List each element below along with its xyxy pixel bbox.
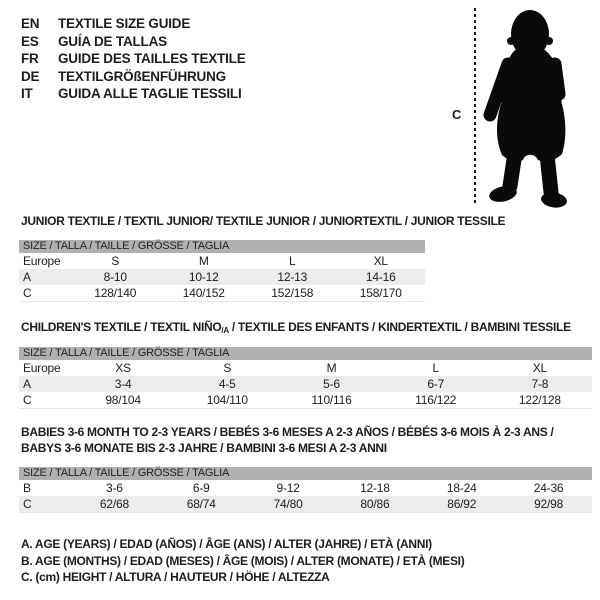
table-row — [19, 269, 425, 285]
table-cell: L — [432, 361, 439, 375]
table-cell: S — [223, 361, 232, 375]
table-cell: 12-18 — [360, 481, 390, 495]
table-cell: 3-4 — [114, 377, 132, 391]
row-label: B — [23, 481, 31, 495]
table-cell: 9-12 — [276, 481, 300, 495]
children-table-title: CHILDREN'S TEXTILE / TEXTIL NIÑO/A / TEXTILE DES ENFANTS / KINDERTEXTIL / BAMBINI TESSILE — [21, 320, 571, 335]
children-table — [19, 360, 592, 409]
size-header-bar: SIZE / TALLA / TAILLE / GRÖSSE / TAGLIA — [19, 467, 592, 480]
table-cell: S — [111, 254, 120, 268]
table-cell: 140/152 — [182, 286, 225, 300]
table-cell: 6-7 — [427, 377, 445, 391]
table-cell: 10-12 — [188, 270, 219, 284]
row-label: A — [23, 377, 31, 391]
language-code: DE — [21, 68, 40, 84]
footnote-b: B. AGE (MONTHS) / EDAD (MESES) / ÂGE (MOIS) / ALTER (MONATE) / ETÀ (MESI) — [21, 553, 465, 568]
row-label: C — [23, 393, 32, 407]
height-measure-dashed-line — [474, 8, 476, 206]
table-cell: 98/104 — [105, 393, 141, 407]
row-label: C — [23, 497, 32, 511]
table-cell: 8-10 — [103, 270, 127, 284]
table-cell: 3-6 — [106, 481, 123, 495]
language-title: GUÍA DE TALLAS — [58, 33, 167, 49]
junior-table — [19, 253, 425, 302]
language-title: GUIDA ALLE TAGLIE TESSILI — [58, 86, 242, 101]
table-cell: 74/80 — [273, 497, 303, 511]
table-cell: 68/74 — [186, 497, 216, 511]
table-cell: 12-13 — [277, 270, 308, 284]
table-cell: 158/170 — [359, 286, 402, 300]
language-code: ES — [21, 33, 39, 49]
table-cell: 5-6 — [323, 377, 340, 391]
table-cell: 24-36 — [533, 481, 564, 495]
table-cell: 116/122 — [415, 393, 457, 407]
footnote-c: C. (cm) HEIGHT / ALTURA / HAUTEUR / HÖHE / ALTEZZA — [21, 570, 330, 584]
table-cell: 110/116 — [311, 393, 352, 407]
babies-table-title-line1: BABIES 3-6 MONTH TO 2-3 YEARS / BEBÉS 3-6 MESES A 2-3 AÑOS / BÉBÉS 3-6 MOIS À 2-3 ANS / — [21, 425, 554, 439]
row-label: A — [23, 270, 31, 284]
language-code: IT — [21, 86, 33, 101]
table-row — [19, 376, 592, 392]
table-cell: 86/92 — [447, 497, 477, 511]
language-row — [21, 68, 246, 86]
table-cell: XS — [115, 361, 131, 375]
row-label: Europe — [23, 361, 61, 375]
table-cell: 80/86 — [360, 497, 390, 511]
table-cell: 18-24 — [446, 481, 477, 495]
junior-table-section — [19, 214, 506, 304]
footnote-a: A. AGE (YEARS) / EDAD (AÑOS) / ÂGE (ANS) / ALTER (JAHRE) / ETÀ (ANNI) — [21, 537, 432, 551]
table-cell: M — [198, 254, 209, 268]
table-row — [19, 360, 592, 376]
table-row — [19, 496, 592, 512]
junior-table-title: JUNIOR TEXTILE / TEXTIL JUNIOR/ TEXTILE JUNIOR / JUNIORTEXTIL / JUNIOR TESSILE — [21, 214, 506, 228]
baby-silhouette-icon — [477, 8, 589, 212]
row-label: Europe — [23, 254, 61, 268]
babies-table — [19, 480, 592, 513]
table-cell: L — [289, 254, 296, 268]
table-row — [19, 392, 592, 408]
table-cell: M — [326, 361, 337, 375]
table-cell: 4-5 — [218, 377, 236, 391]
babies-table-section — [19, 425, 592, 515]
language-row — [21, 33, 246, 51]
language-title: TEXTILE SIZE GUIDE — [58, 16, 191, 31]
table-row — [19, 253, 425, 269]
size-header-bar: SIZE / TALLA / TAILLE / GRÖSSE / TAGLIA — [19, 240, 425, 253]
footnotes — [21, 536, 464, 586]
table-cell: 14-16 — [365, 270, 396, 284]
table-cell: 152/158 — [271, 286, 314, 300]
table-cell: 6-9 — [192, 481, 210, 495]
table-row — [19, 285, 425, 301]
row-label: C — [23, 286, 32, 300]
babies-table-title-line2: BABYS 3-6 MONATE BIS 2-3 JAHRE / BAMBINI 3-6 MESI A 2-3 ANNI — [21, 441, 387, 455]
language-code: FR — [21, 51, 39, 66]
table-cell: 128/140 — [94, 286, 137, 300]
children-table-section — [19, 320, 592, 410]
height-measure-label: C — [452, 107, 462, 122]
language-row — [21, 50, 246, 68]
language-row — [21, 85, 246, 103]
size-header-bar: SIZE / TALLA / TAILLE / GRÖSSE / TAGLIA — [19, 347, 592, 360]
language-list — [21, 15, 246, 103]
language-title: TEXTILGRÖßENFÜHRUNG — [58, 68, 226, 84]
language-title: GUIDE DES TAILLES TEXTILE — [58, 51, 246, 66]
table-row — [19, 480, 592, 496]
table-cell: 62/68 — [99, 497, 129, 511]
table-cell: 122/128 — [518, 393, 561, 407]
table-cell: 104/110 — [206, 393, 248, 407]
table-cell: 7-8 — [531, 377, 549, 391]
table-cell: 92/98 — [534, 497, 564, 511]
table-cell: XL — [373, 254, 388, 268]
language-code: EN — [21, 16, 40, 31]
language-row — [21, 15, 246, 33]
table-cell: XL — [532, 361, 548, 375]
